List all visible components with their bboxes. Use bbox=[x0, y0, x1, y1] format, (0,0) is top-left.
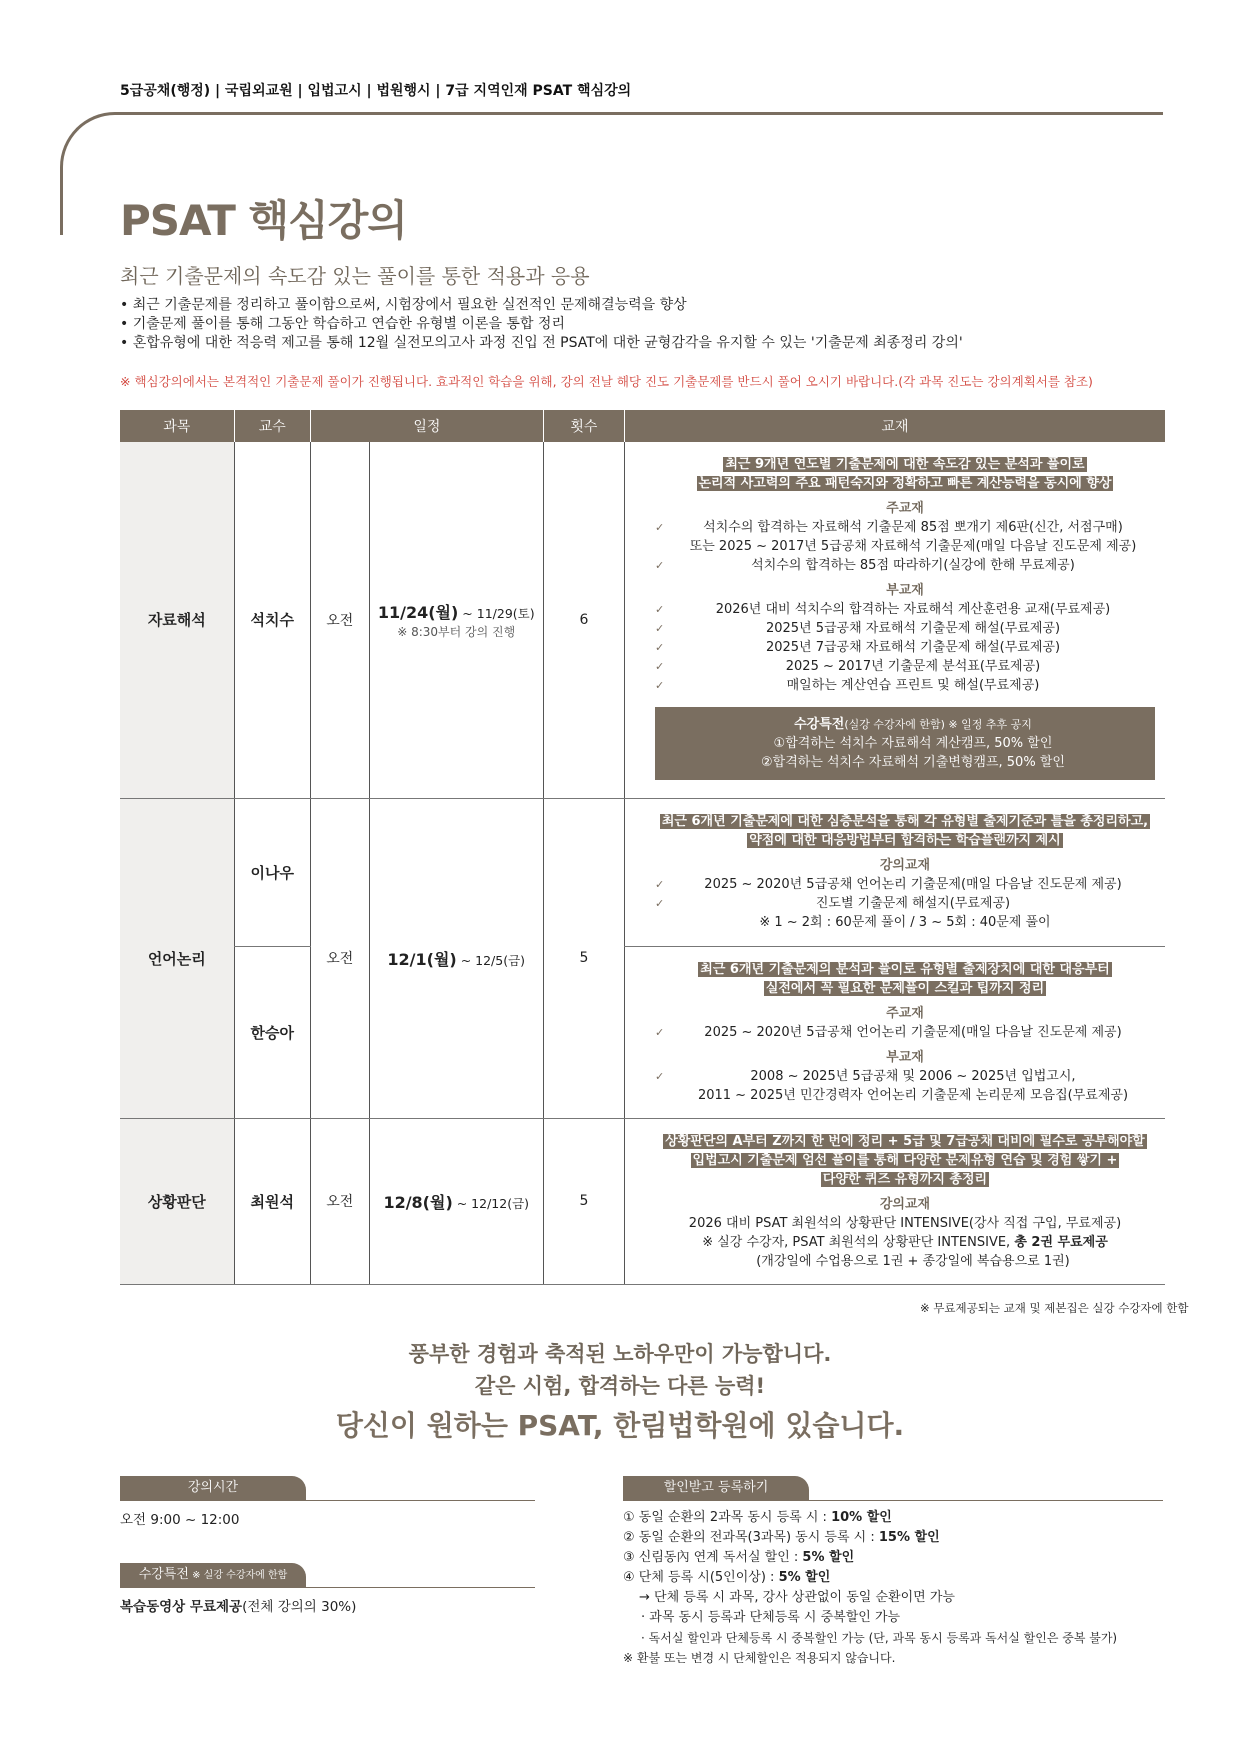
discount-item bbox=[623, 1568, 1117, 1588]
book-item: ✓ 2025 ~ 2020년 5급공채 언어논리 기출문제(매일 다음날 진도문제 제공) bbox=[655, 1023, 1155, 1042]
bullet-item: • 기출문제 풀이를 통해 그동안 학습하고 연습한 유형별 이론을 통합 정리 bbox=[120, 315, 963, 334]
sub-book-label: 부교재 bbox=[886, 1049, 924, 1065]
discount-item bbox=[623, 1528, 1117, 1548]
table-row bbox=[120, 1118, 1165, 1284]
book-item: ✓ 2026년 대비 석치수의 합격하는 자료해석 계산훈련용 교재(무료제공) bbox=[655, 600, 1155, 619]
book-item: ✓ 진도별 기출문제 해설지(무료제공) bbox=[655, 894, 1155, 913]
book-text: 석치수의 합격하는 자료해석 기출문제 85점 뽀개기 제6판(신간, 서점구매) bbox=[703, 520, 1123, 536]
schedule-table bbox=[120, 410, 1165, 1285]
promo-headline: 당신이 원하는 PSAT, 한림법학원에 있습니다. bbox=[335, 1409, 905, 1442]
date-note: ※ 8:30부터 강의 진행 bbox=[397, 624, 516, 639]
books-cell bbox=[624, 798, 1165, 946]
benefit-heading-sub: ※ 실강 수강자에 한함 bbox=[188, 1570, 288, 1581]
book-desc: 최근 6개년 기출문제의 분석과 풀이로 유형별 출제장치에 대한 대응부터 bbox=[700, 961, 1110, 977]
book-text: 2011 ~ 2025년 민간경력자 언어논리 기출문제 논리문제 모음집(무료제공) bbox=[697, 1087, 1129, 1103]
book-text: ※ 실강 수강자, PSAT 최원석의 상황판단 INTENSIVE, bbox=[702, 1234, 1015, 1250]
book-item bbox=[655, 1233, 1155, 1252]
benefit-value-bold: 복습동영상 무료제공 bbox=[120, 1599, 243, 1615]
top-navigation: 5급공채(행정) | 국립외교원 | 입법고시 | 법원행시 | 7급 지역인재 PSAT 핵심강의 bbox=[120, 83, 632, 99]
book-desc: 실전에서 꼭 필요한 문제풀이 스킬과 팁까지 정리 bbox=[765, 980, 1045, 996]
header-count: 횟수 bbox=[543, 410, 624, 442]
date-main: 12/1(월) bbox=[387, 949, 457, 969]
time-cell: 오전 bbox=[310, 798, 369, 1118]
intro-bullets bbox=[120, 296, 963, 353]
discount-rate: 15% 할인 bbox=[878, 1530, 940, 1545]
book-item: 2026 대비 PSAT 최원석의 상황판단 INTENSIVE(강사 직접 구입, 무료제공) bbox=[688, 1215, 1122, 1231]
books-cell bbox=[624, 1118, 1165, 1284]
lecture-book-label: 강의교재 bbox=[879, 1196, 931, 1212]
professor-cell: 최원석 bbox=[234, 1118, 310, 1284]
benefit-box bbox=[655, 707, 1155, 780]
table-note: ※ 무료제공되는 교재 및 제본집은 실강 수강자에 한함 bbox=[920, 1301, 1189, 1315]
benefit-heading-text: 수강특전 bbox=[138, 1567, 189, 1582]
book-desc: 논리적 사고력의 주요 패턴숙지와 정확하고 빠른 계산능력을 동시에 향상 bbox=[698, 476, 1112, 492]
book-desc: 입법고시 기출문제 엄선 풀이를 통해 다양한 문제유형 연습 및 경험 쌓기 + bbox=[692, 1152, 1118, 1168]
bullet-item: • 혼합유형에 대한 적응력 제고를 통해 12월 실전모의고사 과정 진입 전 PSAT에 대한 균형감각을 유지할 수 있는 '기출문제 최종정리 강의' bbox=[120, 334, 963, 353]
book-text-bold: 총 2권 무료제공 bbox=[1014, 1234, 1108, 1250]
count-cell: 6 bbox=[543, 442, 624, 798]
main-book-label: 주교재 bbox=[886, 501, 924, 517]
promo-line: 같은 시험, 합격하는 다른 능력! bbox=[474, 1374, 766, 1398]
date-cell bbox=[369, 798, 543, 1118]
date-sub: ~ 12/5(금) bbox=[456, 952, 526, 968]
benefit-item: ①합격하는 석치수 자료해석 계산캠프, 50% 할인 bbox=[773, 736, 1053, 752]
book-text: 또는 2025 ~ 2017년 5급공채 자료해석 기출문제(매일 다음날 진도문제 제공) bbox=[689, 539, 1137, 555]
subject-cell: 언어논리 bbox=[120, 798, 234, 1118]
date-main: 11/24(월) bbox=[377, 602, 459, 622]
date-sub: ~ 11/29(토) bbox=[458, 605, 535, 621]
book-desc: 최근 9개년 연도별 기출문제에 대한 속도감 있는 분석과 풀이로 bbox=[725, 457, 1085, 473]
benefit-item: ②합격하는 석치수 자료해석 기출변형캠프, 50% 할인 bbox=[760, 755, 1065, 771]
book-note: ※ 1 ~ 2회 : 60문제 풀이 / 3 ~ 5회 : 40문제 풀이 bbox=[759, 915, 1051, 930]
book-item: ✓ 2025 ~ 2020년 5급공채 언어논리 기출문제(매일 다음날 진도문제 제공) bbox=[655, 875, 1155, 894]
book-desc: 상황판단의 A부터 Z까지 한 번에 정리 + 5급 및 7급공채 대비에 필수로 공부해야할 bbox=[665, 1133, 1145, 1149]
professor-cell: 석치수 bbox=[234, 442, 310, 798]
table-row bbox=[120, 798, 1165, 946]
table-row bbox=[120, 946, 1165, 1118]
discount-note: · 독서실 할인과 단체등록 시 중복할인 가능 (단, 과목 동시 등록과 독서실 할인은 중복 불가) bbox=[641, 1631, 1118, 1645]
lecture-time-heading: 강의시간 bbox=[120, 1476, 306, 1500]
book-item: ✓ 매일하는 계산연습 프린트 및 해설(무료제공) bbox=[655, 676, 1155, 695]
benefit-value bbox=[120, 1597, 356, 1617]
professor-cell: 이나우 bbox=[234, 798, 310, 946]
main-book-label: 주교재 bbox=[886, 1005, 924, 1021]
date-sub: ~ 12/12(금) bbox=[452, 1195, 530, 1211]
benefit-sub: (실강 수강자에 한함) ※ 일정 추후 공지 bbox=[844, 718, 1032, 732]
time-cell: 오전 bbox=[310, 1118, 369, 1284]
count-cell: 5 bbox=[543, 1118, 624, 1284]
book-desc: 약점에 대한 대응방법부터 합격하는 학습플랜까지 제시 bbox=[749, 833, 1061, 848]
benefit-title: 수강특전 bbox=[794, 717, 845, 733]
books-cell bbox=[624, 946, 1165, 1118]
date-main: 12/8(월) bbox=[383, 1192, 453, 1212]
discount-note: ※ 환불 또는 변경 시 단체할인은 적용되지 않습니다. bbox=[623, 1651, 896, 1665]
discount-note: → 단체 등록 시 과목, 강사 상관없이 동일 순환이면 가능 bbox=[639, 1590, 955, 1605]
discount-item bbox=[623, 1548, 1117, 1568]
professor-cell: 한승아 bbox=[234, 946, 310, 1118]
discount-item bbox=[623, 1508, 1117, 1528]
subject-cell: 자료해석 bbox=[120, 442, 234, 798]
table-row bbox=[120, 442, 1165, 798]
table-header-row bbox=[120, 410, 1165, 442]
book-item: ✓ 2025년 5급공채 자료해석 기출문제 해설(무료제공) bbox=[655, 619, 1155, 638]
discount-heading: 할인받고 등록하기 bbox=[623, 1476, 809, 1500]
book-item: ✓ 2025년 7급공채 자료해석 기출문제 해설(무료제공) bbox=[655, 638, 1155, 657]
promo-line: 풍부한 경험과 축적된 노하우만이 가능합니다. bbox=[408, 1342, 832, 1366]
book-item bbox=[655, 1067, 1155, 1105]
book-item bbox=[655, 518, 1155, 556]
subject-cell: 상황판단 bbox=[120, 1118, 234, 1284]
books-cell bbox=[624, 442, 1165, 798]
book-item: ✓ 2025 ~ 2017년 기출문제 분석표(무료제공) bbox=[655, 657, 1155, 676]
date-cell bbox=[369, 442, 543, 798]
discount-text: ③ 신림동內 연계 독서실 할인 : bbox=[623, 1550, 803, 1565]
discount-text: ① 동일 순환의 2과목 동시 등록 시 : bbox=[623, 1510, 832, 1525]
benefit-value-rest: (전체 강의의 30%) bbox=[242, 1599, 357, 1615]
divider bbox=[120, 1587, 535, 1588]
header-professor: 교수 bbox=[234, 410, 310, 442]
book-item: ✓ 석치수의 합격하는 85점 따라하기(실강에 한해 무료제공) bbox=[655, 556, 1155, 575]
date-cell bbox=[369, 1118, 543, 1284]
header-schedule: 일정 bbox=[310, 410, 543, 442]
divider bbox=[120, 1500, 535, 1501]
discount-rate: 10% 할인 bbox=[831, 1510, 892, 1525]
lecture-time-value: 오전 9:00 ~ 12:00 bbox=[120, 1512, 240, 1528]
time-cell: 오전 bbox=[310, 442, 369, 798]
bullet-item: • 최근 기출문제를 정리하고 풀이함으로써, 시험장에서 필요한 실전적인 문제해결능력을 향상 bbox=[120, 296, 963, 315]
book-desc: 최근 6개년 기출문제에 대한 심층분석을 통해 각 유형별 출제기준과 틀을 총정리하고, bbox=[661, 814, 1149, 829]
discount-rate: 5% 할인 bbox=[802, 1550, 855, 1565]
book-text: 2008 ~ 2025년 5급공채 및 2006 ~ 2025년 입법고시, bbox=[750, 1068, 1076, 1084]
discount-text: ④ 단체 등록 시(5인이상) : bbox=[623, 1570, 779, 1585]
book-desc: 다양한 퀴즈 유형까지 총정리 bbox=[822, 1171, 988, 1187]
count-cell: 5 bbox=[543, 798, 624, 1118]
header-subject: 과목 bbox=[120, 410, 234, 442]
page-title: PSAT 핵심강의 bbox=[120, 196, 407, 245]
notice-text: ※ 핵심강의에서는 본격적인 기출문제 풀이가 진행됩니다. 효과적인 학습을 위해, 강의 전날 해당 진도 기출문제를 반드시 풀어 오시기 바랍니다.(각 과목 진도는 강의계획서를 참조) bbox=[120, 374, 1093, 389]
header-books: 교재 bbox=[624, 410, 1165, 442]
lecture-book-label: 강의교재 bbox=[879, 858, 931, 873]
discount-note: · 과목 동시 등록과 단체등록 시 중복할인 가능 bbox=[641, 1610, 901, 1625]
sub-book-label: 부교재 bbox=[886, 583, 924, 599]
discount-list bbox=[623, 1508, 1117, 1668]
divider bbox=[623, 1500, 1163, 1501]
benefit-heading bbox=[120, 1563, 306, 1587]
page-subtitle: 최근 기출문제의 속도감 있는 풀이를 통한 적용과 응용 bbox=[120, 264, 590, 288]
discount-text: ② 동일 순환의 전과목(3과목) 동시 등록 시 : bbox=[623, 1530, 879, 1545]
book-note: (개강일에 수업용으로 1권 + 종강일에 복습용으로 1권) bbox=[756, 1253, 1070, 1269]
discount-rate: 5% 할인 bbox=[778, 1570, 831, 1585]
